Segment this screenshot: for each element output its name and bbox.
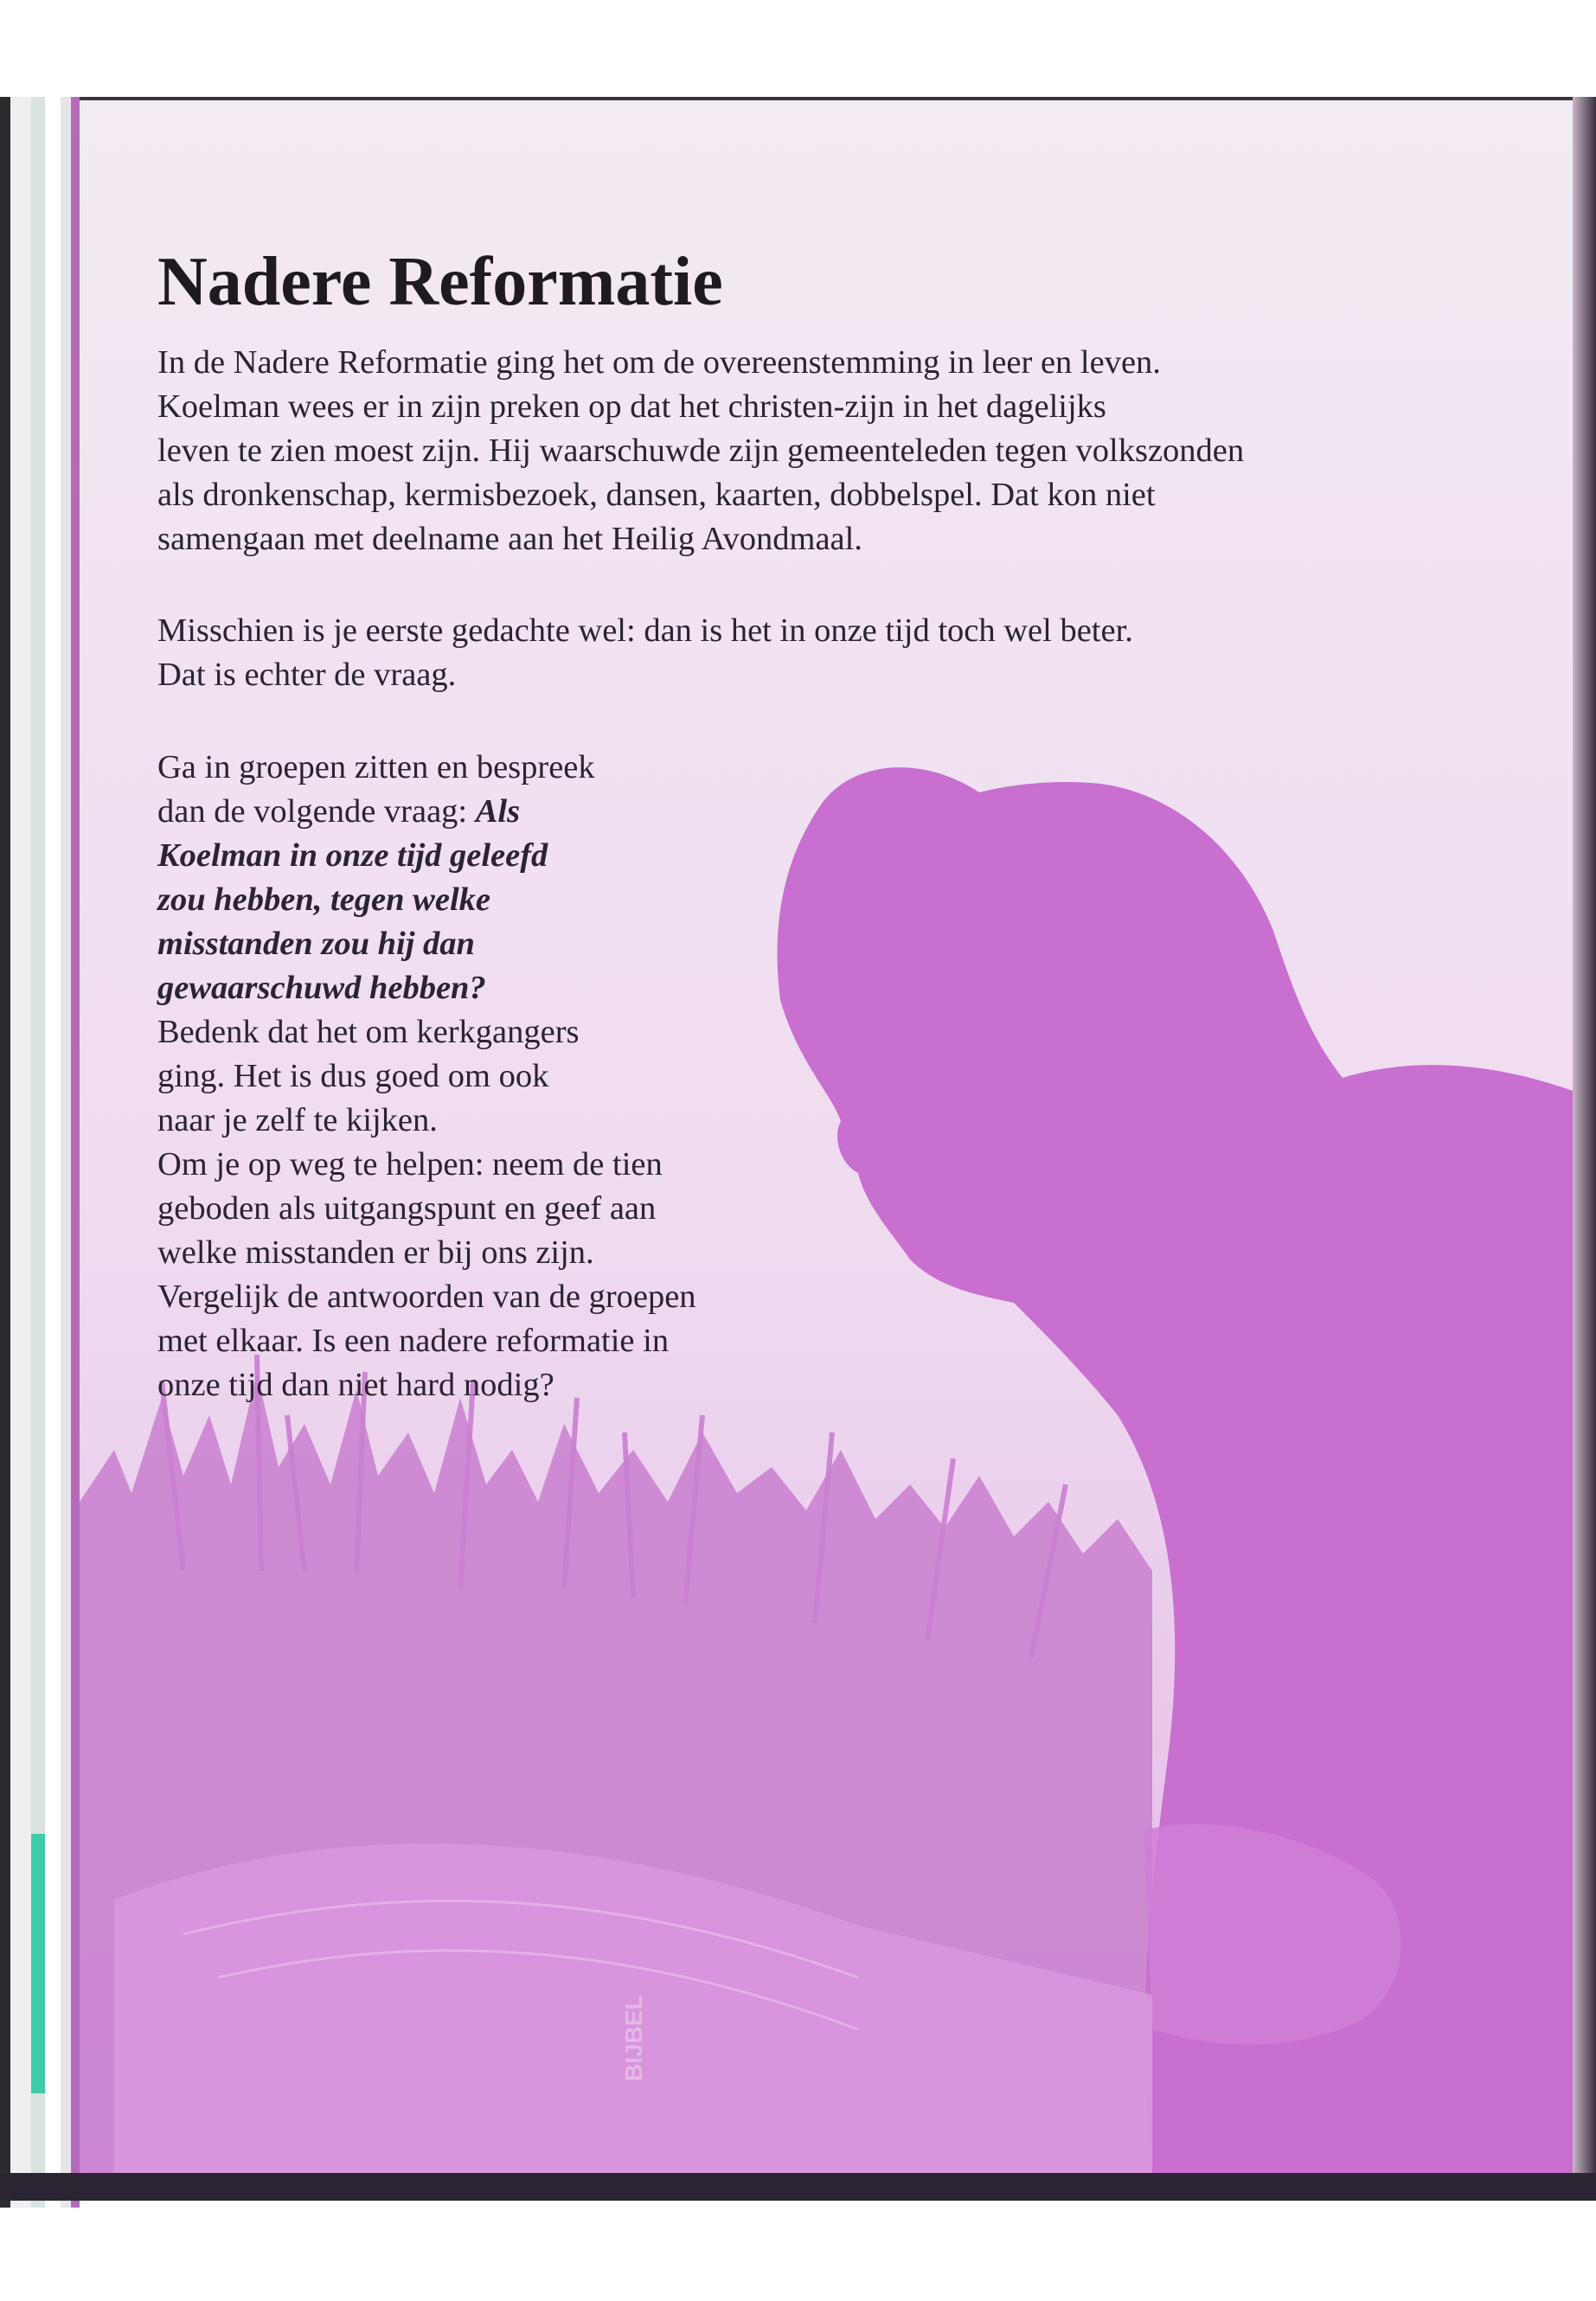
page bbox=[80, 100, 1585, 2173]
question-text: Koelman in onze tijd geleefd bbox=[157, 837, 548, 874]
assignment-paragraph bbox=[157, 746, 849, 1407]
text-line: Om je op weg te helpen: neem de tien bbox=[157, 1146, 663, 1183]
text-line: samengaan met deelname aan het Heilig Avondmaal. bbox=[157, 521, 862, 557]
spine-color-strip bbox=[31, 1834, 45, 2093]
text-line: als dronkenschap, kermisbezoek, dansen, kaarten, dobbelspel. Dat kon niet bbox=[157, 477, 1156, 513]
intro-paragraph bbox=[157, 341, 1507, 561]
text-line: ging. Het is dus goed om ook bbox=[157, 1058, 549, 1094]
second-paragraph bbox=[157, 609, 1507, 697]
page-title: Nadere Reformatie bbox=[157, 244, 723, 320]
text-line: Ga in groepen zitten en bespreek bbox=[157, 749, 595, 785]
text-line: geboden als uitgangspunt en geef aan bbox=[157, 1190, 657, 1227]
text-line: Bedenk dat het om kerkgangers bbox=[157, 1014, 580, 1050]
text-line: welke misstanden er bij ons zijn. bbox=[157, 1234, 594, 1271]
question-text: Als bbox=[475, 793, 521, 830]
text-line: Dat is echter de vraag. bbox=[157, 657, 457, 693]
text-line bbox=[157, 790, 849, 834]
book-right-edge bbox=[1573, 97, 1596, 2199]
text-line: onze tijd dan niet hard nodig? bbox=[157, 1367, 554, 1403]
question-text: zou hebben, tegen welke bbox=[157, 881, 490, 918]
text-line-prefix: dan de volgende vraag: bbox=[157, 793, 476, 830]
book-bottom-edge bbox=[0, 2173, 1596, 2201]
text-line: Misschien is je eerste gedachte wel: dan is het in onze tijd toch wel beter. bbox=[157, 612, 1133, 649]
question-text: misstanden zou hij dan bbox=[157, 926, 475, 962]
text-line: naar je zelf te kijken. bbox=[157, 1102, 438, 1138]
text-line: met elkaar. Is een nadere reformatie in bbox=[157, 1323, 670, 1359]
text-line: In de Nadere Reformatie ging het om de overeenstemming in leer en leven. bbox=[157, 344, 1161, 381]
book-spine-label: BIJBEL bbox=[620, 1995, 647, 2081]
question-text: gewaarschuwd hebben? bbox=[157, 970, 486, 1006]
text-line: Vergelijk de antwoorden van de groepen bbox=[157, 1279, 696, 1315]
text-line: leven te zien moest zijn. Hij waarschuwde zijn gemeenteleden tegen volkszonden bbox=[157, 433, 1245, 469]
text-line: Koelman wees er in zijn preken op dat het christen-zijn in het dagelijks bbox=[157, 388, 1106, 425]
